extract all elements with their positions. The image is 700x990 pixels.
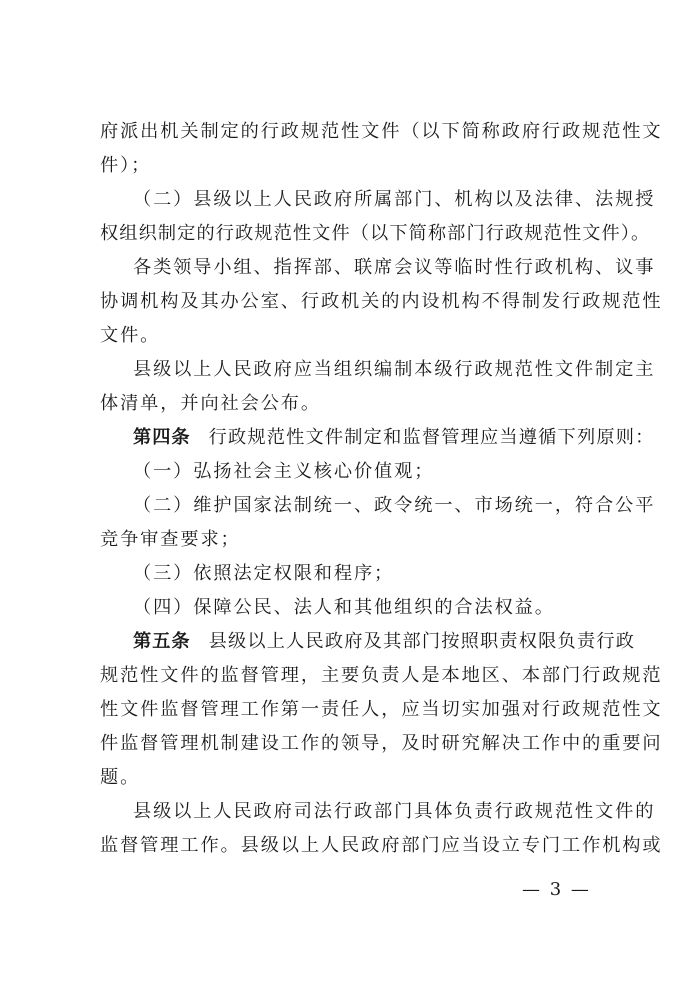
paragraph-line: （一）弘扬社会主义核心价值观；	[133, 461, 435, 482]
paragraph-line: 竞争审查要求；	[100, 529, 241, 550]
paragraph-line: 件）；	[100, 155, 152, 176]
article-four-line	[133, 426, 655, 450]
paragraph-line: （三）依照法定权限和程序；	[133, 563, 395, 584]
paragraph-line: 体清单，并向社会公布。	[100, 393, 321, 414]
paragraph-line: 权组织制定的行政规范性文件（以下简称部门行政规范性文件）。	[100, 223, 651, 244]
paragraph-line: 各类领导小组、指挥部、联席会议等临时性行政机构、议事	[133, 257, 656, 278]
paragraph-line: 件监督管理机制建设工作的领导，及时研究解决工作中的重要问	[100, 733, 663, 754]
paragraph-line: 县级以上人民政府司法行政部门具体负责行政规范性文件的	[133, 801, 656, 822]
article-four-text: 行政规范性文件制定和监督管理应当遵循下列原则：	[208, 427, 655, 448]
paragraph-line: 协调机构及其办公室、行政机关的内设机构不得制发行政规范性	[100, 291, 663, 312]
paragraph-line: 题。	[100, 767, 141, 788]
article-four-heading: 第四条	[133, 427, 191, 448]
paragraph-line: 文件。	[100, 325, 161, 346]
paragraph-line: 县级以上人民政府应当组织编制本级行政规范性文件制定主	[133, 359, 656, 380]
article-five-text: 县级以上人民政府及其部门按照职责权限负责行政	[208, 631, 636, 652]
paragraph-line: （二）县级以上人民政府所属部门、机构以及法律、法规授	[133, 189, 656, 210]
article-five-heading: 第五条	[133, 631, 191, 652]
paragraph-line: （四）保障公民、法人和其他组织的合法权益。	[133, 597, 555, 618]
paragraph-line: （二）维护国家法制统一、政令统一、市场统一，符合公平	[133, 495, 656, 516]
article-five-line	[133, 630, 636, 654]
paragraph-line: 规范性文件的监督管理，主要负责人是本地区、本部门行政规范	[100, 665, 663, 686]
paragraph-line: 性文件监督管理工作第一责任人，应当切实加强对行政规范性文	[100, 699, 663, 720]
paragraph-line: 府派出机关制定的行政规范性文件（以下简称政府行政规范性文	[100, 121, 663, 142]
page-number: — 3 —	[522, 879, 591, 900]
paragraph-line: 监督管理工作。县级以上人民政府部门应当设立专门工作机构或	[100, 835, 663, 856]
